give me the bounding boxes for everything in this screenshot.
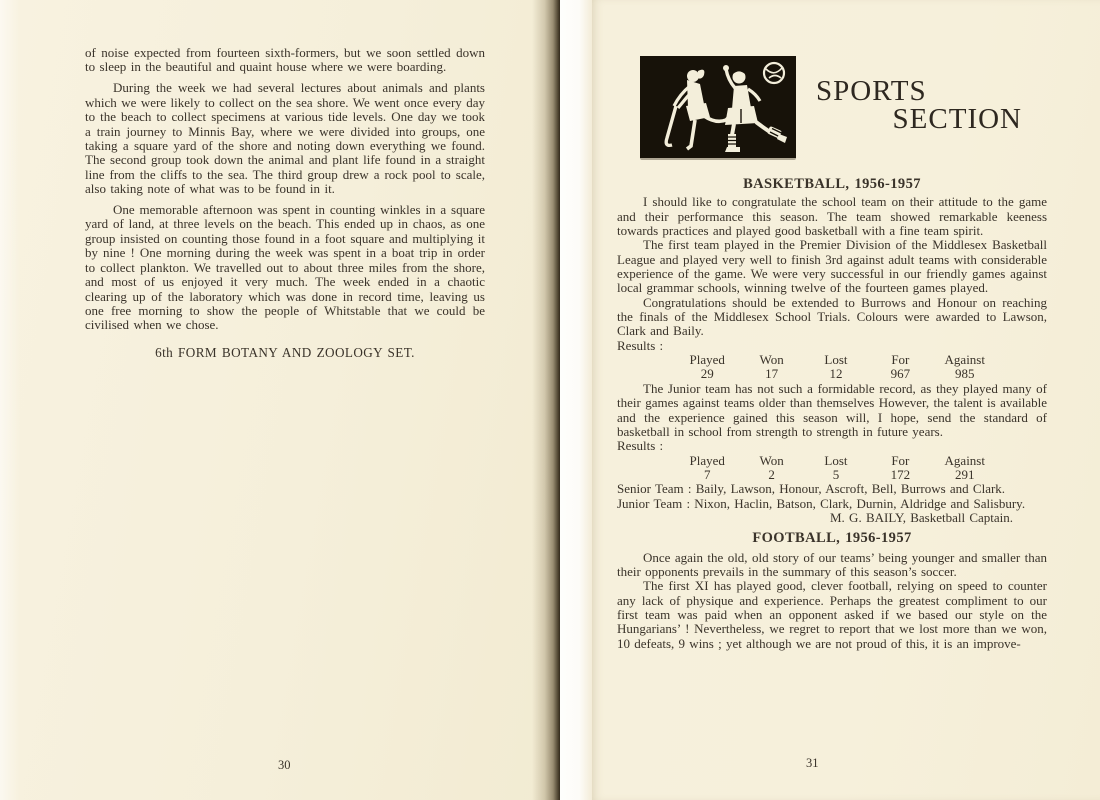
section-title: [816, 75, 1022, 135]
paragraph: The first team played in the Premier Division of the Middlesex Basketball League and played very well to finish 3rd against adult teams with considerable experience of the game. We were very successful in our friendly games against local grammar schools, winning twelve of the fourteen games played.: [617, 237, 1047, 296]
table-header-row: [675, 353, 997, 367]
table-cell: 172: [890, 466, 911, 482]
paragraph: One memorable afternoon was spent in counting winkles in a square yard of land, at three levels on the beach. This ended up in chaos, as one group insisted on counting those found in a foot square and multiplying it by nine ! One morning during the week was spent in a boat trip in order to collect plankton. We travelled out to about three miles from the shore, and most of us enjoyed it very much. The week ended in a chaotic clearing up of the laboratory which was done in record time, leaving us one free morning to show the people of Whitstable that we could be civilised when we chose.: [85, 202, 485, 333]
table-value-row: [675, 468, 997, 482]
book-spine-shadow: [532, 0, 560, 800]
page-number: 31: [806, 756, 819, 770]
captain-byline: M. G. BAILY, Basketball Captain.: [830, 509, 1013, 525]
article-byline: 6th FORM BOTANY AND ZOOLOGY SET.: [155, 344, 415, 360]
paragraph: Once again the old, old story of our teams’ being younger and smaller than their opponents prevails in the summary of this season’s soccer.: [617, 549, 1047, 579]
table-cell: 12: [829, 366, 843, 382]
column-header: Won: [759, 452, 784, 468]
junior-results-table: [675, 454, 997, 483]
table-cell: 5: [832, 466, 840, 482]
basketball-heading: BASKETBALL, 1956-1957: [743, 176, 921, 192]
paragraph: The Junior team has not such a formidable record, as they played many of their games against teams older than themselves However, the talent is available and the experience gained this season will, I hope, send the standard of basketball in school from strength to strength in future years.: [617, 380, 1047, 439]
column-header: Against: [944, 352, 985, 368]
table-cell: 291: [955, 466, 975, 482]
paragraph: The first XI has played good, clever football, relying on speed to counter any lack of physique and experience. Perhaps the greatest compliment to our first team was paid when an opponent asked if we based our style on the Hungarians’ ! Nevertheless, we regret to report that we lost more than we won, 10 defeats, 9 wins ; yet although we are not proud of this, it is an improve-: [617, 578, 1047, 651]
hockey-and-football-players-image: [640, 56, 796, 158]
column-header: Played: [689, 452, 725, 468]
section-title-line2: SECTION: [892, 103, 1022, 135]
table-header-row: [675, 454, 997, 468]
table-cell: 7: [703, 466, 711, 482]
senior-results-table: [675, 353, 997, 382]
table-value-row: [675, 367, 997, 381]
right-page-text-column: [617, 177, 1047, 651]
page-edge-highlight: [0, 0, 20, 800]
column-header: Won: [759, 352, 784, 368]
section-title-line1: SPORTS: [816, 75, 927, 107]
page-gutter: [560, 0, 592, 800]
left-page-text-column: [85, 46, 485, 360]
sports-illustration: [640, 56, 796, 158]
paragraph: of noise expected from fourteen sixth-formers, but we soon settled down to sleep in the beautiful and quaint house where we were boarding.: [85, 45, 485, 75]
column-header: For: [891, 452, 910, 468]
senior-team-list: Senior Team : Baily, Lawson, Honour, Ascroft, Bell, Burrows and Clark.: [617, 481, 1006, 497]
column-header: For: [891, 352, 910, 368]
table-cell: 2: [768, 466, 775, 482]
football-heading: FOOTBALL, 1956-1957: [752, 530, 912, 547]
column-header: Lost: [824, 352, 848, 368]
right-page: [592, 0, 1100, 800]
table-cell: 985: [955, 366, 975, 382]
results-label: Results :: [617, 438, 664, 454]
page-number: 30: [278, 758, 291, 772]
table-cell: 29: [700, 366, 714, 382]
table-cell: 17: [765, 366, 779, 382]
results-label: Results :: [617, 337, 664, 353]
paragraph: During the week we had several lectures about animals and plants which we were likely to collect on the sea shore. We went once every day to the beach to collect specimens at various tide levels. One day we took a train journey to Minnis Bay, where we were divided into groups, one taking a square yard of the shore and noting down everything we found. The second group took down the animal and plant life found in a straight line from the cliffs to the sea. The third group drew a rock pool to scale, also taking note of what was to be found in it.: [85, 80, 485, 197]
paragraph: I should like to congratulate the school team on their attitude to the game and their performance this season. The team showed remarkable keeness towards practices and played good basketball with a fine team spirit.: [617, 194, 1047, 239]
junior-team-list: Junior Team : Nixon, Haclin, Batson, Clark, Durnin, Aldridge and Salisbury.: [617, 495, 1026, 511]
paragraph: Congratulations should be extended to Burrows and Honour on reaching the finals of the Middlesex School Trials. Colours were awarded to Lawson, Clark and Baily.: [617, 294, 1047, 339]
column-header: Played: [689, 352, 725, 368]
column-header: Lost: [824, 452, 848, 468]
column-header: Against: [944, 452, 985, 468]
table-cell: 967: [890, 366, 911, 382]
